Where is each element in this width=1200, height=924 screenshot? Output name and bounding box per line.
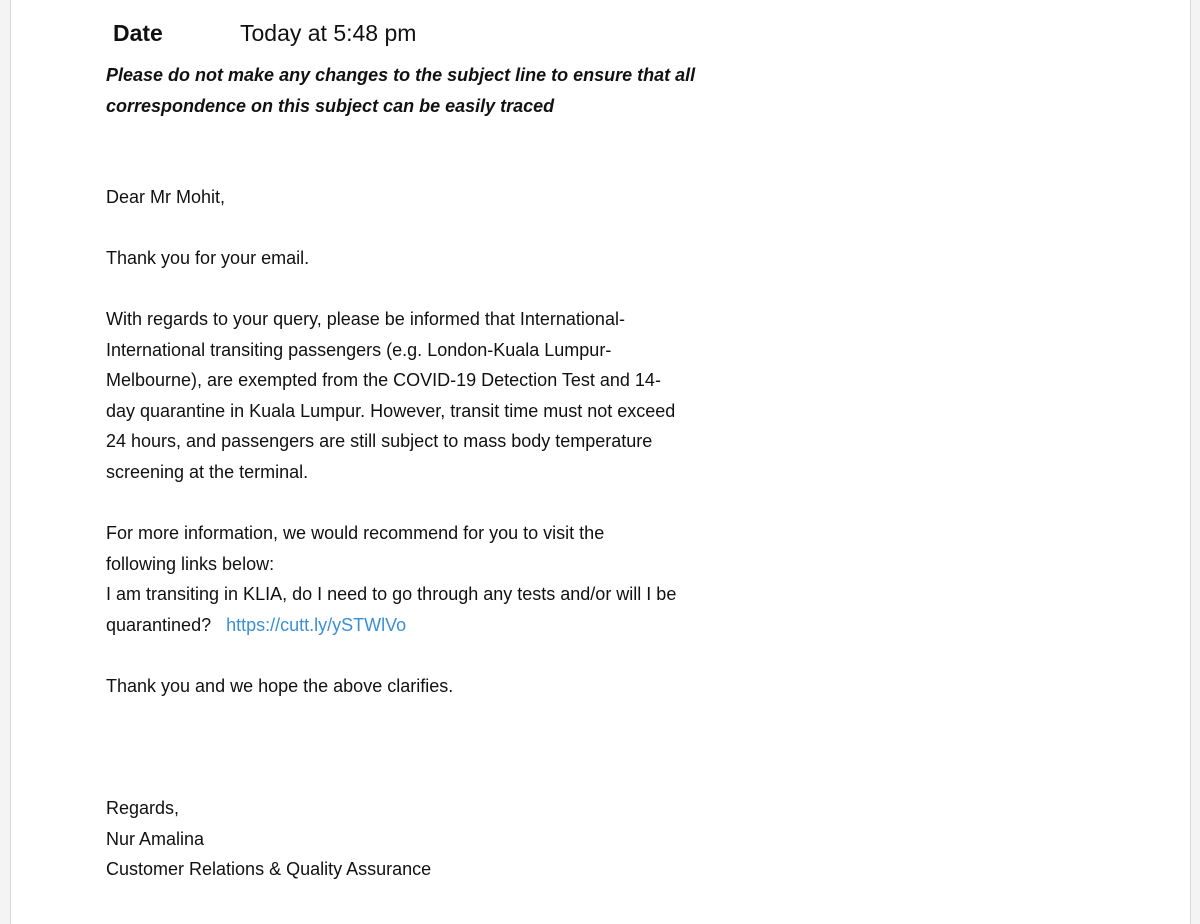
info-line: 24 hours, and passengers are still subject to mass body temperature [106, 431, 653, 451]
signature-regards: Regards, [106, 798, 180, 818]
info-line: With regards to your query, please be informed that International- [106, 309, 625, 329]
question-tail: quarantined? [106, 614, 212, 635]
thanks-paragraph: Thank you for your email. [106, 248, 310, 268]
info-paragraph [106, 304, 706, 487]
more-info-line: For more information, we would recommend for you to visit the [106, 523, 605, 543]
date-value: Today at 5:48 pm [240, 20, 417, 46]
info-line: Melbourne), are exempted from the COVID-19 Detection Test and 14- [106, 370, 661, 390]
closing-line: Thank you and we hope the above clarifies. [106, 676, 454, 696]
question-line [106, 610, 706, 641]
transit-info-link[interactable]: https://cutt.ly/ySTWlVo [226, 614, 407, 635]
greeting: Dear Mr Mohit, [106, 187, 226, 207]
info-line: screening at the terminal. [106, 461, 309, 482]
more-info-paragraph [106, 518, 706, 640]
signature-name: Nur Amalina [106, 828, 205, 849]
subject-line-notice: Please do not make any changes to the subject line to ensure that all correspondence on this subject can be easily traced [106, 65, 696, 116]
date-label: Date [113, 20, 163, 46]
info-line: day quarantine in Kuala Lumpur. However, transit time must not exceed [106, 400, 676, 421]
email-document [10, 0, 1191, 924]
signature-block [106, 793, 706, 885]
more-info-line: following links below: [106, 553, 275, 574]
more-info-line: I am transiting in KLIA, do I need to go through any tests and/or will I be [106, 584, 677, 604]
signature-department: Customer Relations & Quality Assurance [106, 859, 432, 879]
info-line: International transiting passengers (e.g. London-Kuala Lumpur- [106, 339, 612, 360]
